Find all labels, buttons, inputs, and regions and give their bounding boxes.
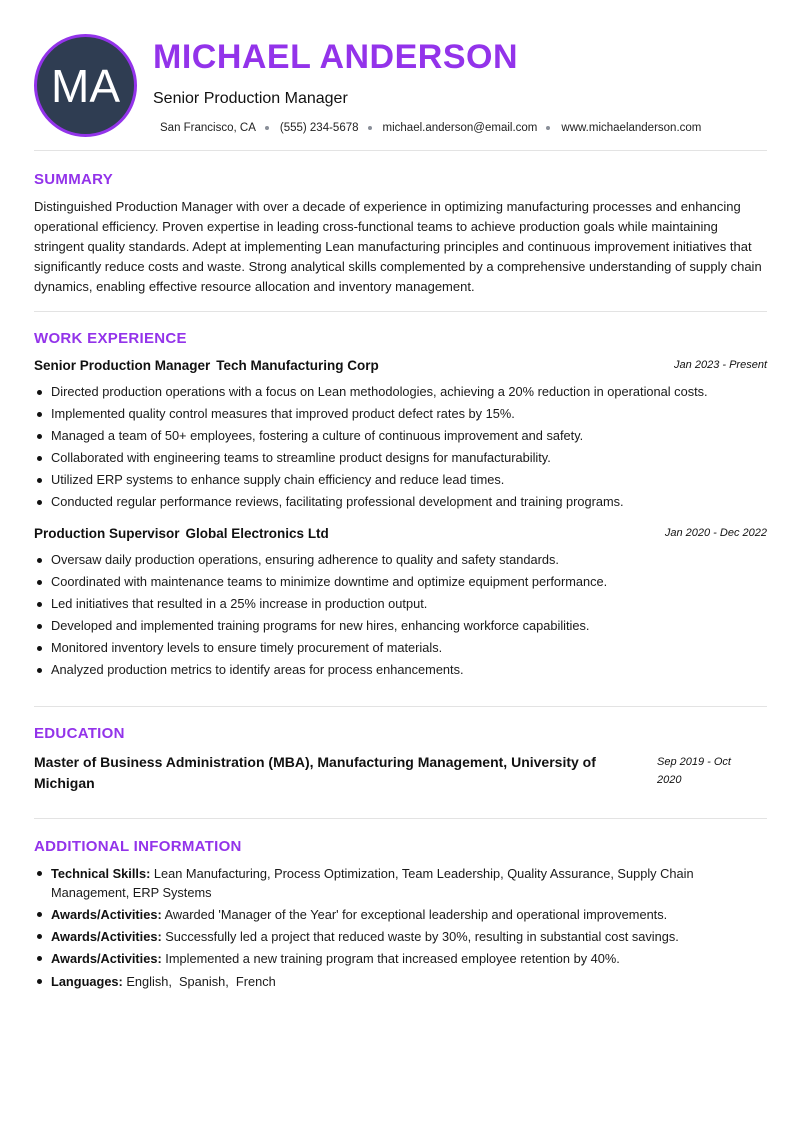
avatar-initials: MA bbox=[51, 59, 120, 112]
job-dates: Jan 2023 - Present bbox=[674, 359, 767, 371]
summary-text: Distinguished Production Manager with over a decade of experience in optimizing manufacturing processes and enhancing operational efficiency. Proven expertise in leading cross-functional teams to achieve production goals while maintaining stringent quality standards. Adept at implementing Lean manufacturing principles and continuous improvement initiatives that significantly reduce costs and waste. Strong analytical skills complemented by a comprehensive understanding of supply chain dynamics, enabling effective resource allocation and inventory management. bbox=[34, 199, 762, 294]
job-title-line bbox=[34, 358, 379, 373]
job-dates: Jan 2020 - Dec 2022 bbox=[664, 527, 767, 539]
divider bbox=[34, 150, 767, 151]
candidate-title: Senior Production Manager bbox=[153, 90, 348, 107]
contact-email[interactable]: michael.anderson@email.com bbox=[382, 122, 538, 134]
info-label: Awards/Activities: bbox=[51, 951, 162, 966]
list-item: Utilized ERP systems to enhance supply chain efficiency and reduce lead times. bbox=[34, 472, 767, 494]
resume-header bbox=[34, 34, 767, 140]
candidate-name: MICHAEL ANDERSON bbox=[153, 38, 519, 76]
divider bbox=[34, 311, 767, 312]
contact-line bbox=[160, 122, 701, 134]
list-item: Collaborated with engineering teams to streamline product designs for manufacturability. bbox=[34, 450, 767, 472]
job-company: Tech Manufacturing Corp bbox=[216, 358, 379, 373]
contact-website[interactable]: www.michaelanderson.com bbox=[561, 122, 702, 134]
list-item: Coordinated with maintenance teams to minimize downtime and optimize equipment performance. bbox=[34, 574, 767, 596]
list-item bbox=[34, 864, 767, 902]
list-item bbox=[34, 972, 767, 991]
list-item bbox=[34, 949, 767, 968]
separator-dot-icon bbox=[368, 126, 372, 130]
job-header bbox=[34, 358, 767, 376]
education-dates: Sep 2019 - Oct 2020 bbox=[657, 756, 731, 786]
job-role: Production Supervisor bbox=[34, 526, 180, 541]
list-item: Led initiatives that resulted in a 25% increase in production output. bbox=[34, 596, 767, 618]
info-label: Technical Skills: bbox=[51, 866, 151, 881]
job-bullets bbox=[34, 384, 767, 516]
divider bbox=[34, 706, 767, 707]
avatar bbox=[34, 34, 137, 137]
list-item bbox=[34, 905, 767, 924]
info-label: Awards/Activities: bbox=[51, 929, 162, 944]
divider bbox=[34, 818, 767, 819]
education-degree: Master of Business Administration (MBA), Manufacturing Management, University of Michigan bbox=[34, 754, 596, 791]
info-text: Implemented a new training program that increased employee retention by 40%. bbox=[161, 951, 620, 966]
info-text: Awarded 'Manager of the Year' for exceptional leadership and operational improvements. bbox=[161, 907, 668, 922]
job-role: Senior Production Manager bbox=[34, 358, 211, 373]
info-text: Successfully led a project that reduced waste by 30%, resulting in substantial cost savings. bbox=[161, 929, 679, 944]
list-item: Directed production operations with a focus on Lean methodologies, achieving a 20% reduction in operational costs. bbox=[34, 384, 767, 406]
section-title-additional: ADDITIONAL INFORMATION bbox=[34, 838, 242, 855]
section-title-education: EDUCATION bbox=[34, 725, 125, 742]
list-item: Oversaw daily production operations, ensuring adherence to quality and safety standards. bbox=[34, 552, 767, 574]
info-text: English, Spanish, French bbox=[122, 974, 276, 989]
job-title-line bbox=[34, 526, 329, 541]
list-item bbox=[34, 927, 767, 946]
list-item: Conducted regular performance reviews, facilitating professional development and training programs. bbox=[34, 494, 767, 516]
separator-dot-icon bbox=[265, 126, 269, 130]
info-text: Lean Manufacturing, Process Optimization, Team Leadership, Quality Assurance, Supply Chain Management, ERP Systems bbox=[51, 866, 694, 900]
info-label: Languages: bbox=[51, 974, 123, 989]
job-header bbox=[34, 526, 767, 544]
list-item: Managed a team of 50+ employees, fostering a culture of continuous improvement and safety. bbox=[34, 428, 767, 450]
additional-info-list bbox=[34, 864, 767, 994]
section-title-experience: WORK EXPERIENCE bbox=[34, 330, 187, 347]
job-bullets bbox=[34, 552, 767, 684]
list-item: Developed and implemented training programs for new hires, enhancing workforce capabilities. bbox=[34, 618, 767, 640]
info-label: Awards/Activities: bbox=[51, 907, 162, 922]
list-item: Implemented quality control measures that improved product defect rates by 15%. bbox=[34, 406, 767, 428]
section-title-summary: SUMMARY bbox=[34, 171, 114, 188]
list-item: Monitored inventory levels to ensure timely procurement of materials. bbox=[34, 640, 767, 662]
list-item: Analyzed production metrics to identify areas for process enhancements. bbox=[34, 662, 767, 684]
job-company: Global Electronics Ltd bbox=[185, 526, 329, 541]
contact-phone[interactable]: (555) 234-5678 bbox=[279, 122, 359, 134]
contact-location: San Francisco, CA bbox=[160, 122, 256, 134]
separator-dot-icon bbox=[546, 126, 550, 130]
